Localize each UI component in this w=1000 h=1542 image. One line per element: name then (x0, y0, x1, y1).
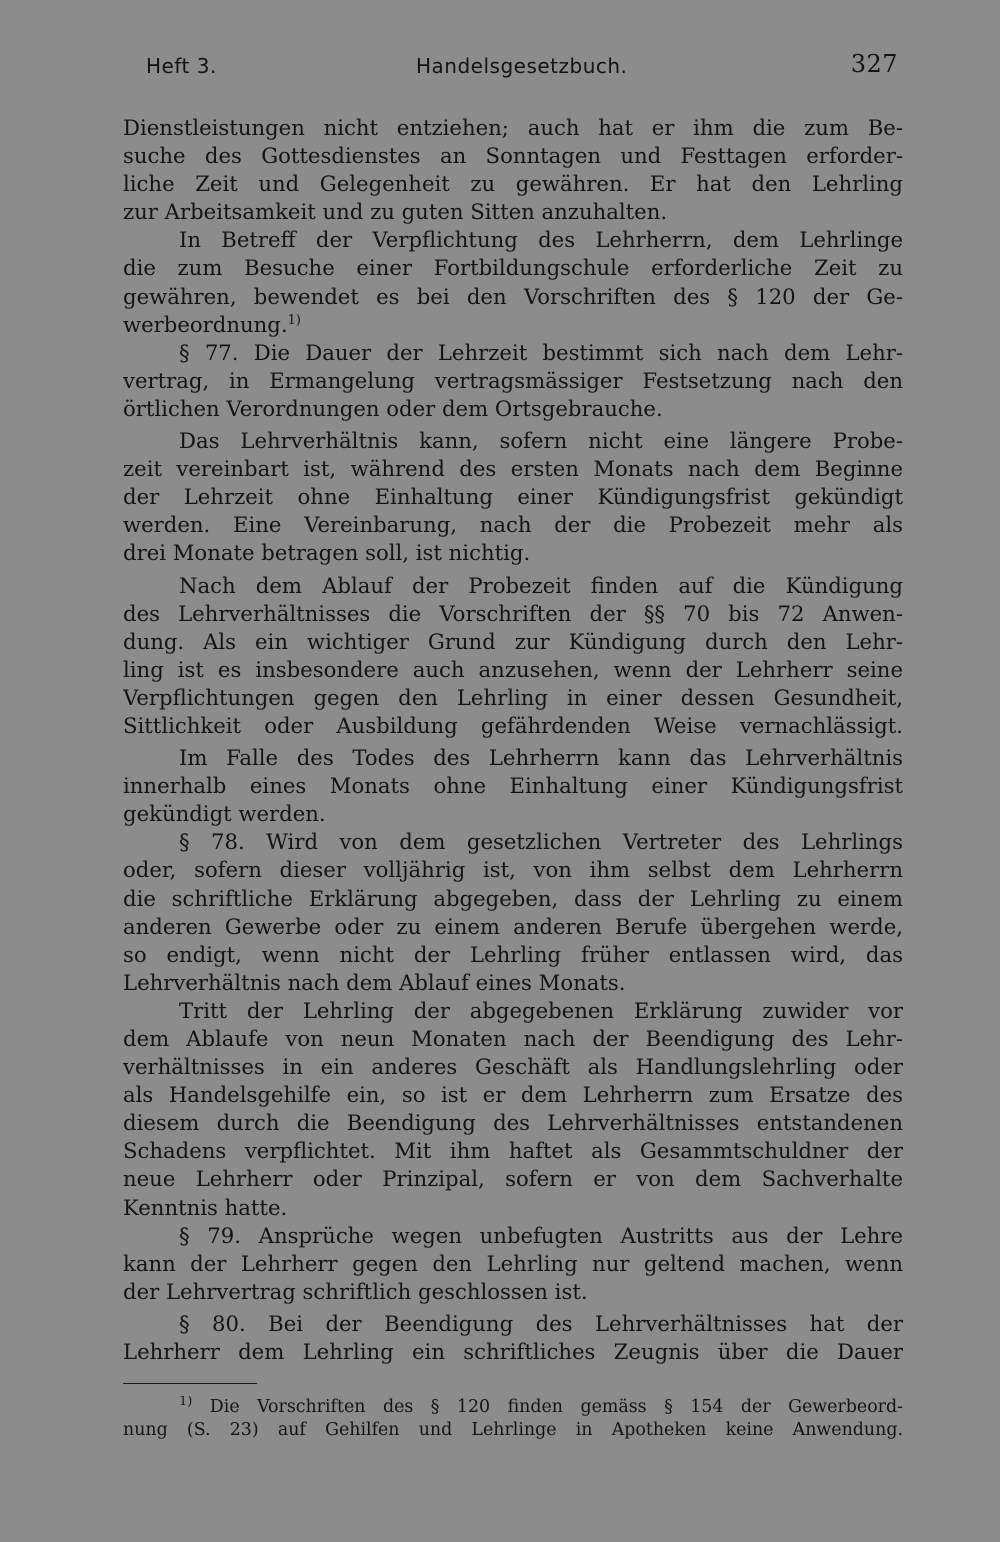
footnote-marker: 1) (179, 1396, 193, 1410)
text-line: Schadens verpflichtet. Mit ihm haftet als Gesammtschuldner der (123, 1138, 903, 1164)
text-line: Das Lehrverhältnis kann, sofern nicht eine längere Probe- (179, 428, 903, 454)
text-line: Nach dem Ablauf der Probezeit finden auf die Kündigung (179, 572, 903, 598)
text-line: diesem durch die Beendigung des Lehrverhältnisses entstandenen (123, 1110, 903, 1136)
text-line: des Lehrverhältnisses die Vorschriften der §§ 70 bis 72 Anwen- (123, 600, 903, 626)
text-line: ling ist es insbesondere auch anzusehen, wenn der Lehrherr seine (123, 656, 903, 682)
text-line: gewähren, bewendet es bei den Vorschriften des § 120 der Ge- (123, 283, 903, 309)
text-line: so endigt, wenn nicht der Lehrling früher entlassen wird, das (123, 941, 903, 967)
text-line (123, 311, 903, 339)
section-79-line: § 79. Ansprüche wegen unbefugten Austritts aus der Lehre (179, 1222, 903, 1248)
text-line: der Lehrzeit ohne Einhaltung einer Kündigungsfrist gekündigt (123, 484, 903, 510)
text-line: dem Ablaufe von neun Monaten nach der Beendigung des Lehr- (123, 1026, 903, 1051)
text-line: Dienstleistungen nicht entziehen; auch hat er ihm die zum Be- (123, 115, 903, 140)
text-line: vertrag, in Ermangelung vertragsmässiger Festsetzung nach den (123, 367, 903, 393)
text-line: gekündigt werden. (123, 801, 326, 827)
header-title: Handelsgesetzbuch. (416, 54, 628, 78)
text-line: liche Zeit und Gelegenheit zu gewähren. Er hat den Lehrling (123, 171, 903, 197)
section-80-line: § 80. Bei der Beendigung des Lehrverhältnisses hat der (179, 1310, 903, 1336)
text-line: die schriftliche Erklärung abgegeben, dass der Lehrling zu einem (123, 885, 903, 911)
page-number: 327 (850, 50, 898, 78)
footnote-line (123, 1396, 903, 1419)
text-line: kann der Lehrherr gegen den Lehrling nur geltend machen, wenn (123, 1250, 903, 1276)
text-line: oder, sofern dieser volljährig ist, von ihm selbst dem Lehrherrn (123, 857, 903, 883)
text-line: zur Arbeitsamkeit und zu guten Sitten anzuhalten. (123, 199, 668, 225)
text-line-content: werbeordnung. (123, 311, 288, 337)
text-line: Verpflichtungen gegen den Lehrling in einer dessen Gesundheit, (123, 684, 903, 710)
footnote-divider (123, 1383, 257, 1384)
text-line: neue Lehrherr oder Prinzipal, sofern er von dem Sachverhalte (123, 1166, 903, 1192)
section-77-line: § 77. Die Dauer der Lehrzeit bestimmt sich nach dem Lehr- (179, 339, 903, 365)
text-line: zeit vereinbart ist, während des ersten Monats nach dem Beginne (123, 456, 903, 482)
text-line: der Lehrvertrag schriftlich geschlossen ist. (123, 1278, 588, 1304)
text-line: als Handelsgehilfe ein, so ist er dem Lehrherrn zum Ersatze des (123, 1082, 903, 1108)
body-text (123, 114, 903, 1366)
running-header (146, 52, 898, 84)
text-line: Kenntnis hatte. (123, 1194, 288, 1220)
text-line: Lehrherr dem Lehrling ein schriftliches Zeugnis über die Dauer (123, 1339, 903, 1365)
text-line: innerhalb eines Monats ohne Einhaltung einer Kündigungsfrist (123, 773, 903, 799)
text-line: dung. Als ein wichtiger Grund zur Kündigung durch den Lehr- (123, 628, 903, 654)
text-line: anderen Gewerbe oder zu einem anderen Berufe übergehen werde, (123, 913, 903, 939)
text-line: verhältnisses in ein anderes Geschäft als Handlungslehrling oder (123, 1054, 903, 1080)
footnote-text: Die Vorschriften des § 120 finden gemäss § 154 der Gewerbeord- (192, 1397, 903, 1417)
footnote (123, 1396, 903, 1442)
section-78-line: § 78. Wird von dem gesetzlichen Vertreter des Lehrlings (179, 829, 903, 855)
text-line: drei Monate betragen soll, ist nichtig. (123, 540, 531, 566)
text-line: Im Falle des Todes des Lehrherrn kann das Lehrverhältnis (179, 745, 903, 771)
text-line: In Betreff der Verpflichtung des Lehrherrn, dem Lehrlinge (179, 227, 903, 253)
text-line: Tritt der Lehrling der abgegebenen Erklärung zuwider vor (179, 997, 903, 1023)
header-volume: Heft 3. (146, 54, 217, 78)
footnote-line: nung (S. 23) auf Gehilfen und Lehrlinge in Apotheken keine Anwendung. (123, 1420, 903, 1440)
text-line: Lehrverhältnis nach dem Ablauf eines Monats. (123, 969, 626, 995)
text-line: werden. Eine Vereinbarung, nach der die Probezeit mehr als (123, 512, 903, 538)
text-line: suche des Gottesdienstes an Sonntagen und Festtagen erforder- (123, 143, 903, 169)
footnote-reference: 1) (287, 312, 301, 328)
text-line: Sittlichkeit oder Ausbildung gefährdenden Weise vernachlässigt. (123, 712, 903, 738)
text-line: örtlichen Verordnungen oder dem Ortsgebrauche. (123, 395, 663, 421)
text-line: die zum Besuche einer Fortbildungschule erforderliche Zeit zu (123, 255, 903, 281)
